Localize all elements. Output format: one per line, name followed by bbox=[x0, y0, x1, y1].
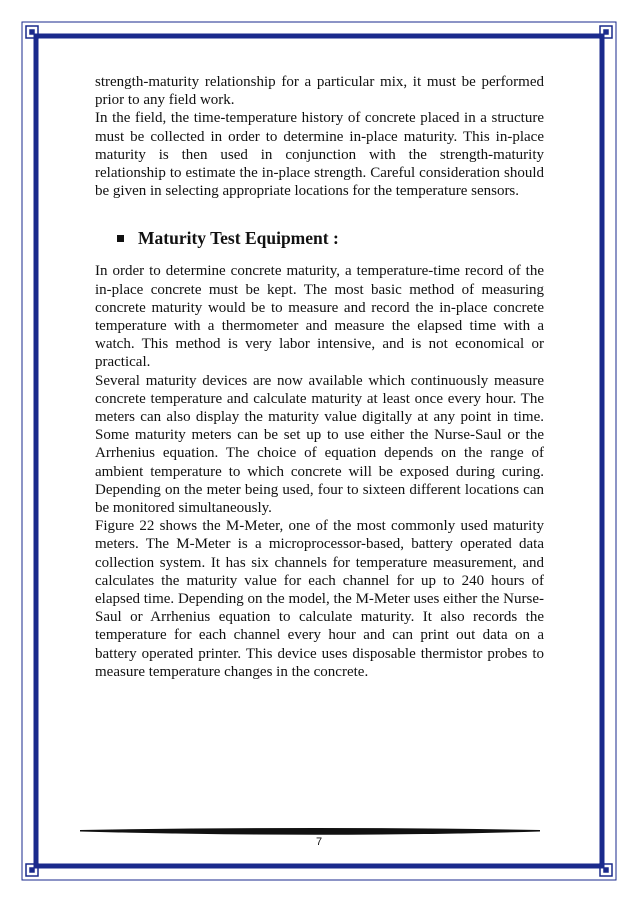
paragraph: Figure 22 shows the M-Meter, one of the most commonly used maturity meters. The M-Meter is a microprocessor-based, battery operated data collection system. It has six channels for temperature measurement, and calculates the maturity value for each channel for up to 240 hours of elapsed time. Depending on the model, the M-Meter uses either the Nurse-Saul or Arrhenius equation to calculate maturity. It also records the temperature for each channel every hour and can print out data on a battery operated printer. This device uses disposable thermistor probes to measure temperature changes in the concrete. bbox=[95, 518, 544, 680]
paragraph: strength-maturity relationship for a particular mix, it must be performed prior to any field work. bbox=[95, 74, 544, 109]
page-number: 7 bbox=[315, 836, 323, 848]
section-heading-text: Maturity Test Equipment : bbox=[138, 228, 339, 249]
paragraph: In the field, the time-temperature history of concrete placed in a structure must be collected in order to determine in-place maturity. This in-place maturity is then used in conjunction with the strength-maturity relationship to estimate the in-place strength. Careful consideration should be given in selecting appropriate locations for the temperature sensors. bbox=[95, 110, 544, 200]
paragraph: Several maturity devices are now available which continuously measure concrete temperature and calculate maturity at least once every hour. The meters can also display the maturity value digitally at any point in time. Some maturity meters can be set up to use either the Nurse-Saul or the Arrhenius equation. The choice of equation depends on the range of ambient temperature to which concrete will be exposed during curing. Depending on the meter being used, four to sixteen different locations can be monitored simultaneously. bbox=[95, 372, 544, 517]
body-text bbox=[95, 73, 544, 681]
section-heading bbox=[117, 227, 544, 249]
square-bullet-icon bbox=[117, 235, 124, 242]
paragraph: In order to determine concrete maturity, a temperature-time record of the in-place concrete must be kept. The most basic method of measuring concrete maturity would be to measure and record the in-place concrete temperature with a thermometer and measure the elapsed time with a watch. This method is very labor intensive, and is not economical or practical. bbox=[95, 263, 544, 371]
